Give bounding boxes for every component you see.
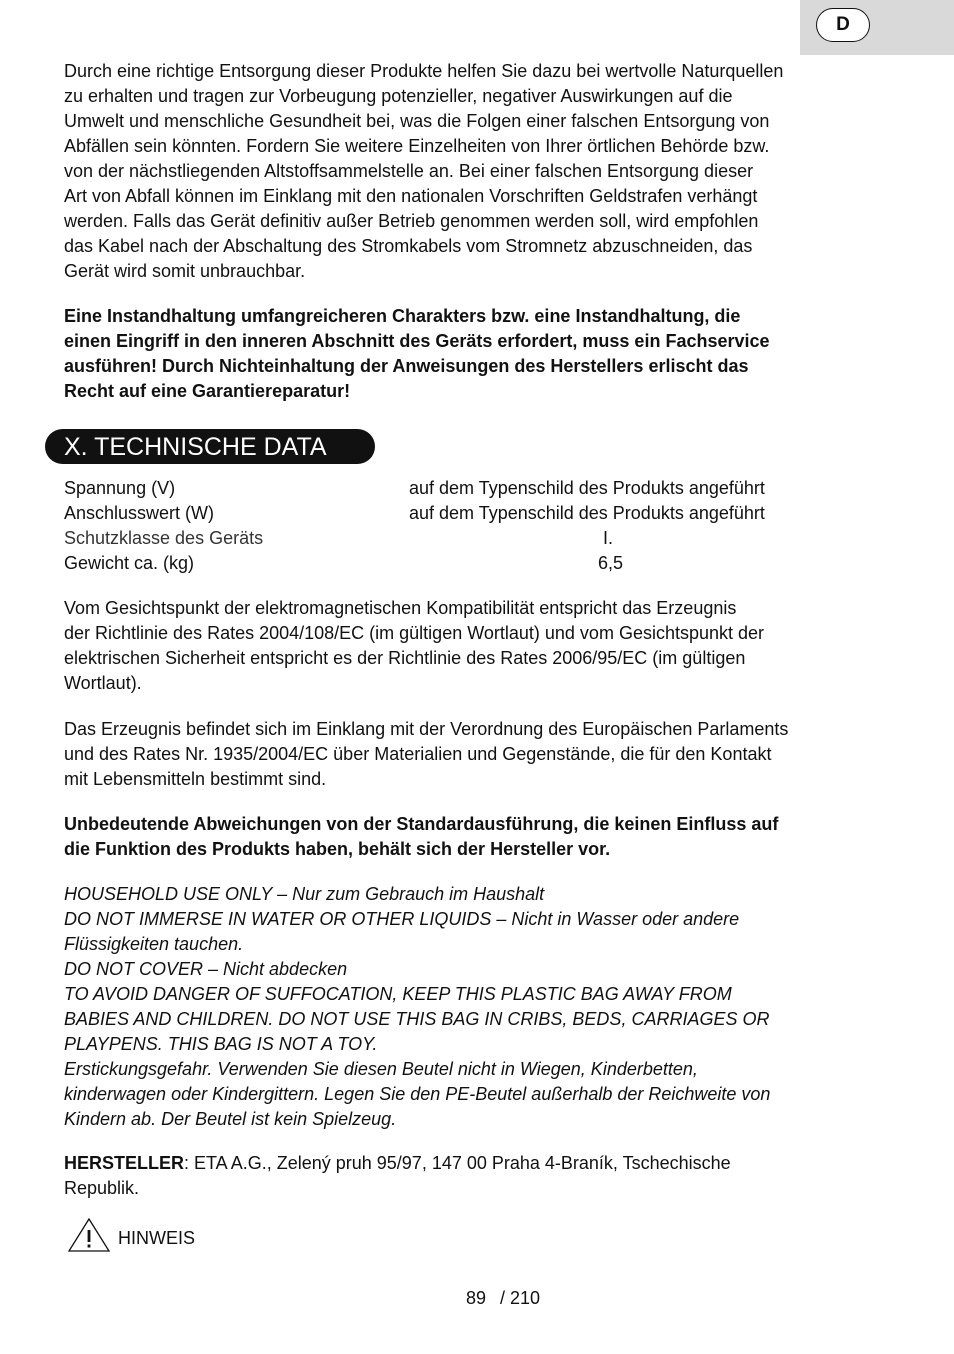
text-line: Wortlaut). (64, 673, 142, 693)
text-line: ausführen! Durch Nichteinhaltung der Anweisungen des Herstellers erlischt das (64, 356, 749, 376)
page-number: 89 (466, 1288, 487, 1308)
spec-value-protection-class: I. (603, 528, 614, 548)
spec-label-weight: Gewicht ca. (kg) (64, 553, 195, 573)
disposal-paragraph (64, 59, 894, 284)
text-line: DO NOT IMMERSE IN WATER OR OTHER LIQUIDS – Nicht in Wasser oder andere (64, 909, 740, 929)
spec-value-power: auf dem Typenschild des Produkts angeführt (409, 503, 765, 523)
text-line: Abfällen sein könnten. Fordern Sie weitere Einzelheiten von Ihrer örtlichen Behörde bzw. (64, 136, 770, 156)
text-line: mit Lebensmitteln bestimmt sind. (64, 769, 327, 789)
deviations-paragraph (64, 812, 894, 862)
text-line: BABIES AND CHILDREN. DO NOT USE THIS BAG IN CRIBS, BEDS, CARRIAGES OR (64, 1009, 770, 1029)
safety-warnings (64, 882, 894, 1132)
spec-label-protection-class: Schutzklasse des Geräts (64, 528, 264, 548)
text-line: Art von Abfall können im Einklang mit den nationalen Vorschriften Geldstrafen verhängt (64, 186, 758, 206)
text-line: der Richtlinie des Rates 2004/108/EC (im gültigen Wortlaut) und vom Gesichtspunkt der (64, 623, 765, 643)
text-line: Kindern ab. Der Beutel ist kein Spielzeug. (64, 1109, 397, 1129)
text-line: kinderwagen oder Kindergittern. Legen Sie den PE-Beutel außerhalb der Reichweite von (64, 1084, 771, 1104)
text-line: und des Rates Nr. 1935/2004/EC über Materialien und Gegenstände, die für den Kontakt (64, 744, 772, 764)
spec-value-voltage: auf dem Typenschild des Produkts angeführt (409, 478, 765, 498)
text-line: das Kabel nach der Abschaltung des Stromkabels vom Stromnetz abzuschneiden, das (64, 236, 753, 256)
text-line: Durch eine richtige Entsorgung dieser Produkte helfen Sie dazu bei wertvolle Naturquellen (64, 61, 784, 81)
text-line: PLAYPENS. THIS BAG IS NOT A TOY. (64, 1034, 378, 1054)
spec-value-weight: 6,5 (598, 553, 624, 573)
maintenance-paragraph (64, 304, 894, 404)
spec-label-voltage: Spannung (V) (64, 478, 176, 498)
text-line: Umwelt und menschliche Gesundheit bei, was die Folgen einer falschen Entsorgung von (64, 111, 770, 131)
text-line: die Funktion des Produkts haben, behält sich der Hersteller vor. (64, 839, 611, 859)
text-line: einen Eingriff in den inneren Abschnitt des Geräts erfordert, muss ein Fachservice (64, 331, 770, 351)
language-badge: D (816, 8, 870, 42)
language-tab (800, 0, 954, 55)
manufacturer-line (64, 1151, 894, 1176)
page-total: / 210 (500, 1288, 541, 1308)
text-line: Recht auf eine Garantiereparatur! (64, 381, 351, 401)
text-line: werden. Falls das Gerät definitiv außer Betrieb genommen werden soll, wird empfohlen (64, 211, 759, 231)
text-line: zu erhalten und tragen zur Vorbeugung potenzieller, negativer Auswirkungen auf die (64, 86, 733, 106)
manufacturer-label: HERSTELLER (64, 1153, 185, 1173)
text-line: von der nächstliegenden Altstoffsammelstelle an. Bei einer falschen Entsorgung dieser (64, 161, 754, 181)
manufacturer-address: : ETA A.G., Zelený pruh 95/97, 147 00 Praha 4-Braník, Tschechische (184, 1153, 731, 1173)
manufacturer-country: Republik. (64, 1178, 140, 1198)
text-line: Flüssigkeiten tauchen. (64, 934, 244, 954)
emc-paragraph (64, 596, 894, 696)
text-line: Das Erzeugnis befindet sich im Einklang mit der Verordnung des Europäischen Parlaments (64, 719, 789, 739)
manufacturer-info (64, 1151, 894, 1201)
food-contact-paragraph (64, 717, 894, 792)
text-line: Erstickungsgefahr. Verwenden Sie diesen Beutel nicht in Wiegen, Kinderbetten, (64, 1059, 698, 1079)
text-line: TO AVOID DANGER OF SUFFOCATION, KEEP THIS PLASTIC BAG AWAY FROM (64, 984, 732, 1004)
warning-triangle-icon (67, 1217, 111, 1253)
text-line: Gerät wird somit unbrauchbar. (64, 261, 306, 281)
text-line: Vom Gesichtspunkt der elektromagnetischen Kompatibilität entspricht das Erzeugnis (64, 598, 737, 618)
text-line: HOUSEHOLD USE ONLY – Nur zum Gebrauch im Haushalt (64, 884, 545, 904)
text-line: Unbedeutende Abweichungen von der Standardausführung, die keinen Einfluss auf (64, 814, 779, 834)
section-heading: X. TECHNISCHE DATA (45, 429, 375, 464)
notice-label: HINWEIS (118, 1228, 196, 1248)
text-line: elektrischen Sicherheit entspricht es der Richtlinie des Rates 2006/95/EC (im gültigen (64, 648, 746, 668)
text-line: Eine Instandhaltung umfangreicheren Charakters bzw. eine Instandhaltung, die (64, 306, 741, 326)
text-line: DO NOT COVER – Nicht abdecken (64, 959, 348, 979)
spec-label-power: Anschlusswert (W) (64, 503, 215, 523)
